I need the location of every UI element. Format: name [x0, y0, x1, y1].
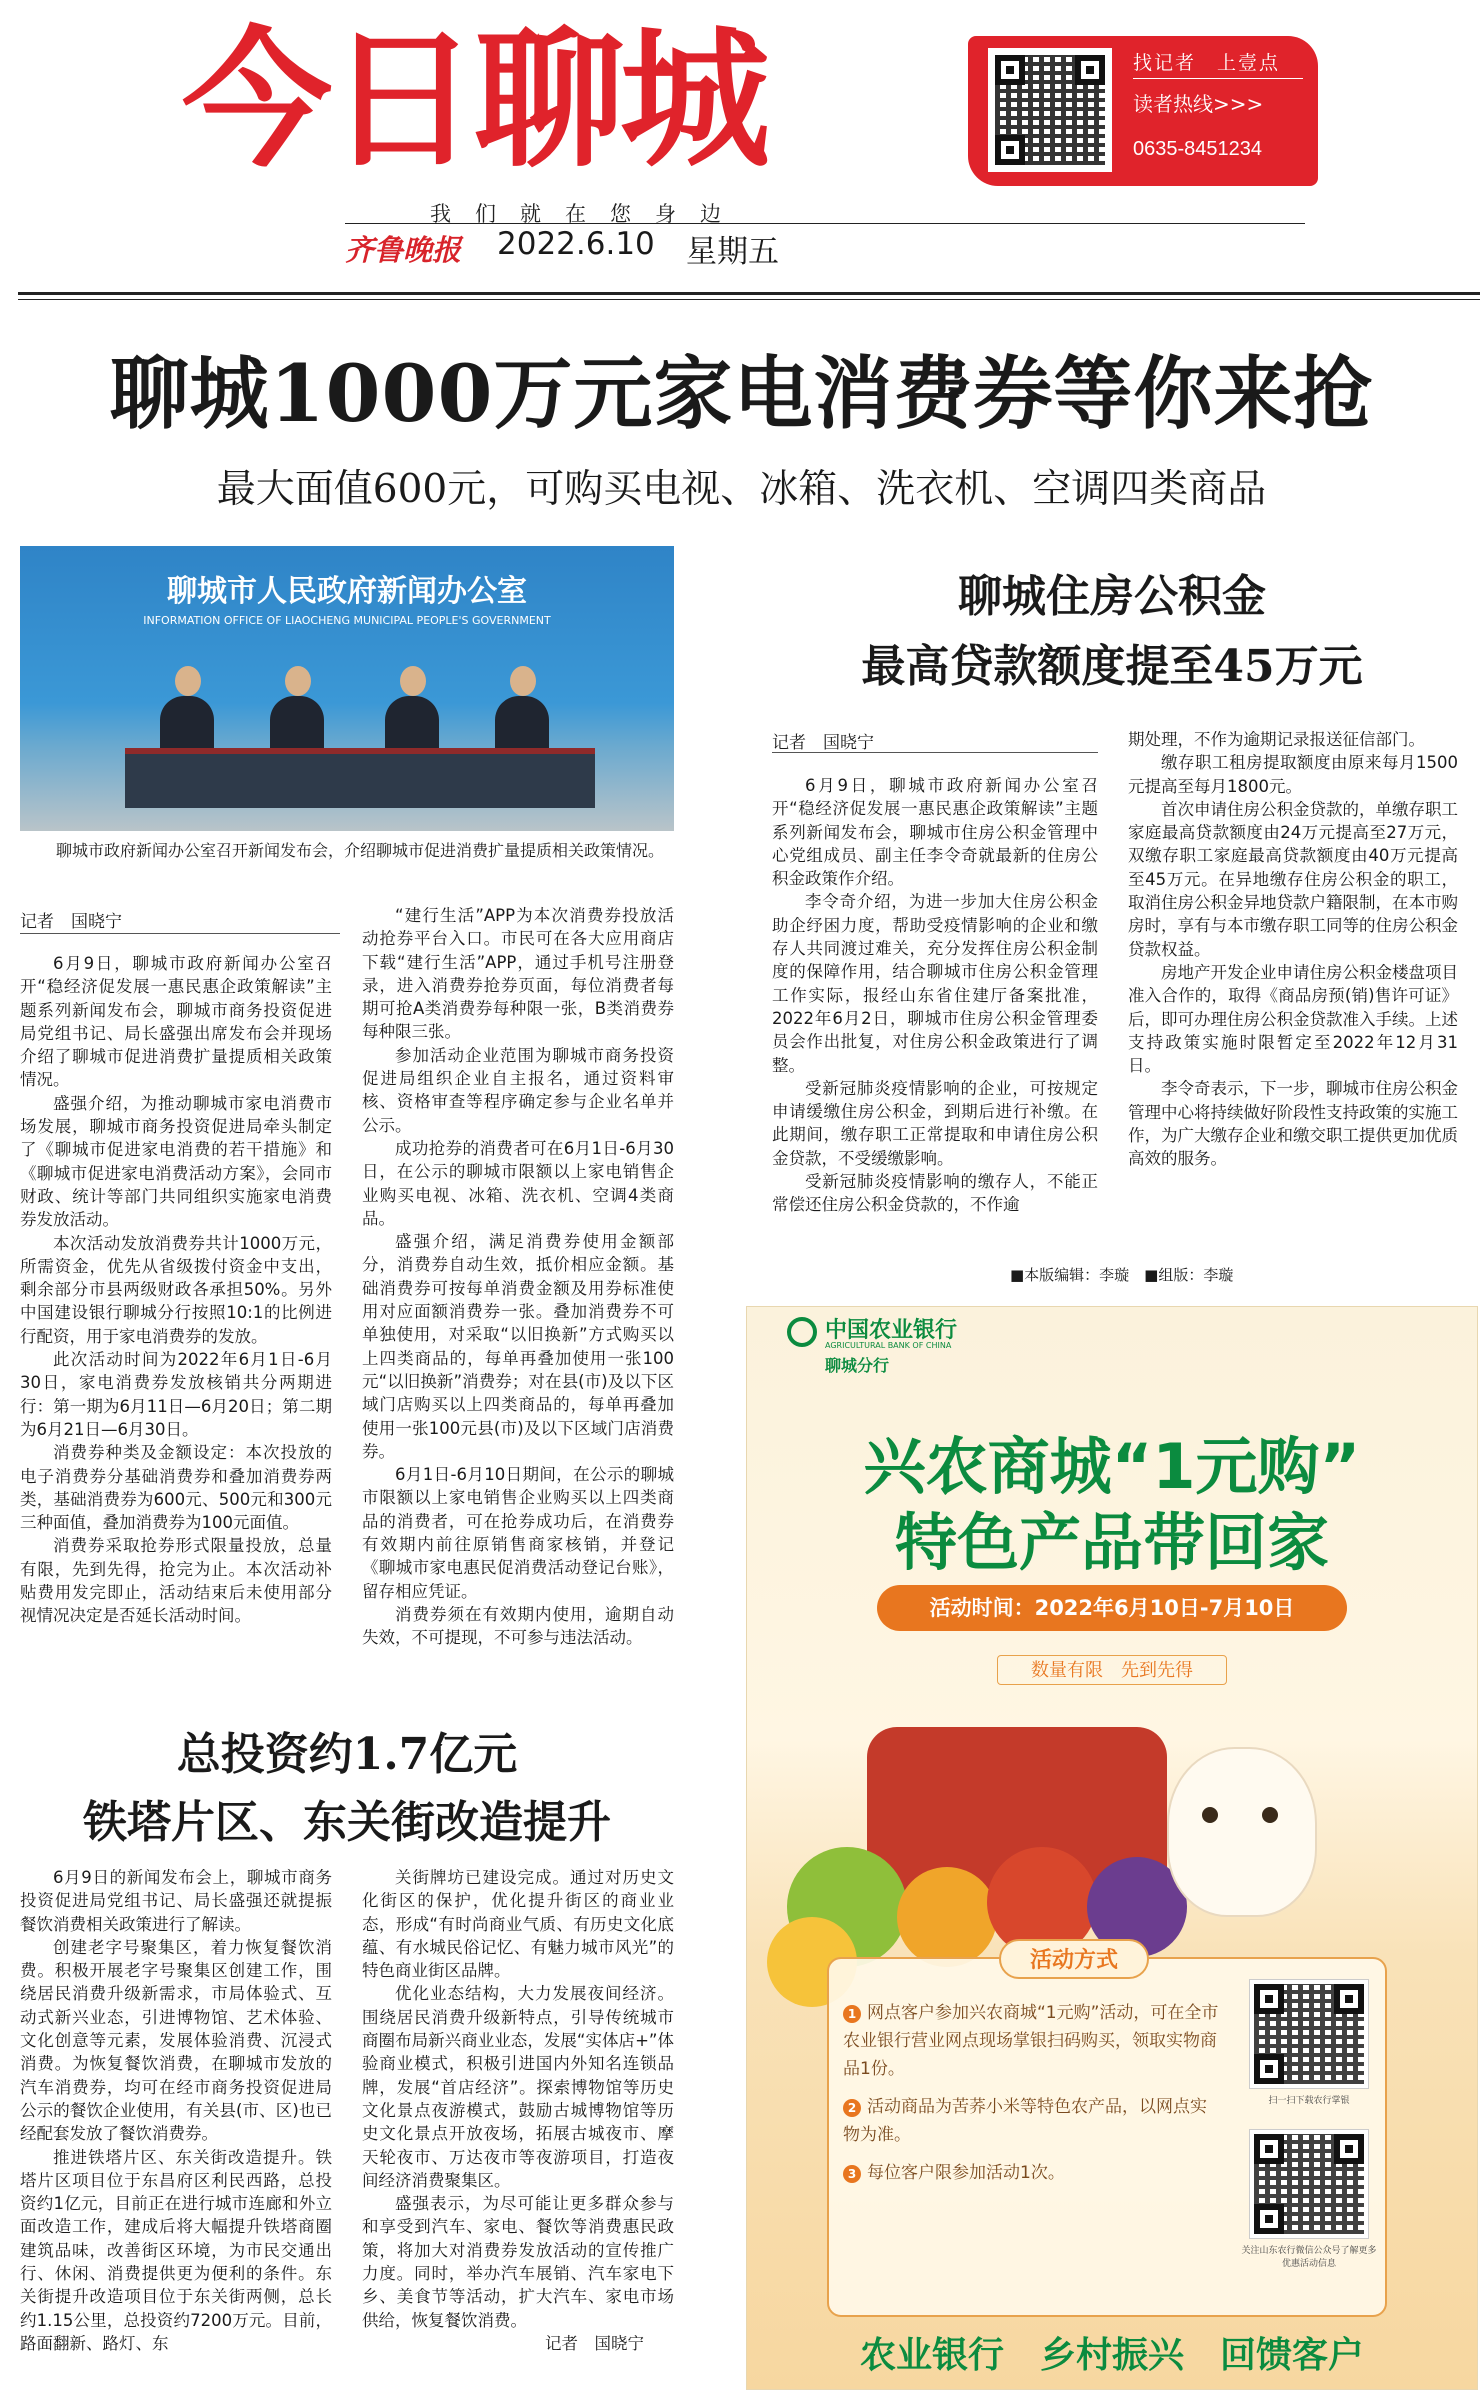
paragraph: 参加活动企业范围为聊城市商务投资促进局组织企业自主报名，通过资料审核、资格审查等程序确定参与企业名单并公示。 — [362, 1045, 674, 1135]
paragraph: 本次活动发放消费券共计1000万元，所需资金，优先从省级拨付资金中支出，剩余部分市县两级财政各承担50%。另外中国建设银行聊城分行按照10:1的比例进行配资，用于家电消费券的发放。 — [20, 1233, 332, 1346]
paragraph: 推进铁塔片区、东关街改造提升。铁塔片区项目位于东昌府区利民西路，总投资约1亿元，目前正在进行城市连廊和外立面改造工作，建成后将大幅提升铁塔商圈建筑品味，改善街区环境，为市民交通出行、休闲、消费提供更为便利的条件。东关街提升改造项目位于东关街两侧，总长约1.15公里，总投资约7200万元。目前，路面翻新、路灯、东 — [20, 2147, 332, 2353]
hotline-number[interactable]: 0635-8451234 — [1133, 138, 1263, 160]
masthead-rule — [345, 223, 1305, 224]
paragraph: 6月9日，聊城市政府新闻办公室召开“稳经济促发展一惠民惠企政策解读”主题系列新闻发布会，聊城市住房公积金管理中心党组成员、副主任李令奇就最新的住房公积金政策作介绍。 — [772, 776, 1098, 889]
paragraph: “建行生活”APP为本次消费券投放活动抢券平台入口。市民可在各大应用商店下载“建行生活”APP，通过手机号注册登录，进入消费券抢券页面，每位消费者每期可抢A类消费券每种限一张，B类消费券每种限三张。 — [362, 906, 674, 1042]
method-item-2: 2 活动商品为苦荞小米等特色农产品，以网点实物为准。 — [843, 2097, 1207, 2145]
method-item-1: 1 网点客户参加兴农商城“1元购”活动，可在全市农业银行营业网点现场掌银扫码购买，领取实物商品1份。 — [843, 2003, 1219, 2079]
abc-logo-icon — [787, 1317, 817, 1347]
fund-title-2: 最高贷款额度提至45万元 — [861, 641, 1363, 692]
paragraph: 房地产开发企业申请住房公积金楼盘项目准入合作的，取得《商品房预(销)售许可证》后，即可办理住房公积金贷款准入手续。上述支持政策实施时限暂定至2022年12月31日。 — [1128, 962, 1458, 1076]
paragraph: 期处理，不作为逾期记录报送征信部门。 — [1128, 730, 1425, 749]
method-item-3: 3 每位客户限参加活动1次。 — [843, 2159, 1223, 2187]
limited-quantity: 数量有限 先到先得 — [997, 1655, 1227, 1685]
lead-column-2 — [362, 904, 674, 1650]
bank-name: 中国农业银行 — [825, 1318, 958, 1343]
bank-name-en: AGRICULTURAL BANK OF CHINA — [825, 1341, 952, 1350]
method-list — [843, 1999, 1223, 2187]
paragraph: 盛强介绍，为推动聊城市家电消费市场发展，聊城市商务投资促进局牵头制定了《聊城市促进家电消费的若干措施》和《聊城市促进家电消费活动方案》，会同市财政、统计等部门共同组织实施家电消费券发放活动。 — [20, 1093, 332, 1230]
fund-column-1 — [772, 774, 1098, 1217]
paragraph: 6月9日，聊城市政府新闻办公室召开“稳经济促发展一惠民惠企政策解读”主题系列新闻发布会，聊城市商务投资促进局党组书记、局长盛强出席发布会并现场介绍了聊城市促进消费扩量提质相关政策情况。 — [20, 954, 332, 1090]
photo-banner-en: INFORMATION OFFICE OF LIAOCHENG MUNICIPAL PEOPLE'S GOVERNMENT — [143, 614, 551, 627]
hotline-top: 找记者 上壹点 — [1133, 52, 1281, 74]
fund-title-1: 聊城住房公积金 — [958, 571, 1266, 622]
qr-app-caption: 扫一扫下载农行掌银 — [1268, 2096, 1350, 2106]
paragraph: 盛强表示，为尽可能让更多群众参与和享受到汽车、家电、餐饮等消费惠民政策，将加大对消费券发放活动的宣传推广力度。同时，举办汽车展销、汽车家电下乡、美食节等活动，扩大汽车、家电市场供给，恢复餐饮消费。 — [362, 2194, 674, 2330]
conference-table — [125, 748, 595, 808]
abc-advertisement[interactable] — [746, 1306, 1478, 2390]
paragraph: 消费券须在有效期内使用，逾期自动失效，不可提现，不可参与违法活动。 — [362, 1604, 674, 1648]
issue-date: 2022.6.10 — [497, 226, 655, 262]
paragraph: 消费券种类及金额设定：本次投放的电子消费券分基础消费券和叠加消费券两类，基础消费券为600元、500元和300元三种面值，叠加消费券为100元面值。 — [20, 1443, 332, 1533]
paragraph: 李令奇表示，下一步，聊城市住房公积金管理中心将持续做好阶段性支持政策的实施工作，为广大缴存企业和缴交职工提供更加优质高效的服务。 — [1128, 1079, 1458, 1169]
activity-period: 活动时间：2022年6月10日-7月10日 — [877, 1585, 1347, 1631]
activity-method-box — [827, 1948, 1387, 2317]
paragraph: 受新冠肺炎疫情影响的缴存人，不能正常偿还住房公积金贷款的，不作逾 — [772, 1172, 1098, 1215]
paragraph: 缴存职工租房提取额度由原来每月1500元提高至每月1800元。 — [1128, 753, 1458, 796]
paragraph: 关街牌坊已建设完成。通过对历史文化街区的保护，优化提升街区的商业业态，形成“有时尚商业气质、有历史文化底蕴、有水城民俗记忆、有魅力城市风光”的特色商业街区品牌。 — [362, 1868, 674, 1981]
mascot-illustration — [1167, 1747, 1317, 1917]
hotline-label: 读者热线>>> — [1133, 92, 1264, 116]
paper-brand: 齐鲁晚报 — [345, 233, 462, 267]
ad-title-1: 兴农商城“1元购” — [863, 1430, 1361, 1503]
renovation-column-1 — [20, 1866, 332, 2355]
renovation-byline: 记者 国晓宁 — [545, 2333, 644, 2353]
lead-byline: 记者 国晓宁 — [20, 912, 122, 932]
lead-subhead: 最大面值600元，可购买电视、冰箱、洗衣机、空调四类商品 — [216, 467, 1267, 512]
photo-caption: 聊城市政府新闻办公室召开新闻发布会，介绍聊城市促进消费扩量提质相关政策情况。 — [56, 841, 665, 860]
paragraph: 盛强介绍，满足消费券使用金额部分，消费券自动生效，抵价相应金额。基础消费券可按每单消费金额及用券标准使用对应面额消费券一张。叠加消费券不可单独使用，对采取“以旧换新”方式购买以上四类商品的，每单再叠加使用一张100元“以旧换新”消费券；对在县(市)及以下区域门店购买以上四类商品的，每单再叠加使用一张100元县(市)及以下区域门店消费券。 — [362, 1232, 674, 1461]
branch-name: 聊城分行 — [825, 1356, 890, 1375]
paragraph: 成功抢券的消费者可在6月1日-6月30日，在公示的聊城市限额以上家电销售企业购买电视、冰箱、洗衣机、空调4类商品。 — [362, 1138, 674, 1228]
lead-column-1 — [20, 952, 332, 1628]
photo-banner-cn: 聊城市人民政府新闻办公室 — [167, 574, 527, 609]
paragraph: 6月9日的新闻发布会上，聊城市商务投资促进局党组书记、局长盛强还就提振餐饮消费相关政策进行了解读。 — [20, 1868, 332, 1934]
fund-byline: 记者 国晓宁 — [772, 733, 874, 753]
renovation-column-2 — [362, 1866, 674, 2355]
masthead-qr-code[interactable] — [988, 48, 1112, 172]
qr-code-app[interactable] — [1249, 1979, 1369, 2089]
paragraph: 6月1日-6月10日期间，在公示的聊城市限额以上家电销售企业购买以上四类商品的消费者，可在抢券成功后，在消费券有效期内前往原销售商家核销，并登记《聊城市家电惠民促消费活动登记台账》，留存相应凭证。 — [362, 1465, 674, 1601]
renovation-title-1: 总投资约1.7亿元 — [176, 1729, 518, 1780]
paragraph: 消费券采取抢券形式限量投放，总量有限，先到先得，抢完为止。本次活动补贴费用发完即止，活动结束后未使用部分视情况决定是否延长活动时间。 — [20, 1536, 332, 1626]
paragraph: 首次申请住房公积金贷款的，单缴存职工家庭最高贷款额度由24万元提高至27万元，双缴存职工家庭最高贷款额度由40万元提高至45万元。在异地缴存住房公积金的职工，取消住房公积金异地贷款户籍限制，在本市购房时，享有与本市缴存职工同等的住房公积金贷款权益。 — [1128, 799, 1458, 959]
header-rule — [18, 292, 1480, 295]
paragraph: 此次活动时间为2022年6月1日-6月30日，家电消费券发放核销共分两期进行：第一期为6月11日—6月20日；第二期为6月21日—6月30日。 — [20, 1350, 332, 1439]
masthead-slogan: 我们就在您身边 — [430, 202, 745, 226]
renovation-title-2: 铁塔片区、东关街改造提升 — [83, 1797, 611, 1848]
masthead-title: 今日聊城 — [182, 14, 767, 188]
paragraph: 李令奇介绍，为进一步加大住房公积金助企纾困力度，帮助受疫情影响的企业和缴存人共同渡过难关，充分发挥住房公积金制度的保障作用，结合聊城市住房公积金管理工作实际，报经山东省住建厅备案批准，2022年6月2日，聊城市住房公积金管理委员会作出批复，对住房公积金政策进行了调整。 — [772, 892, 1098, 1075]
paragraph: 优化业态结构，大力发展夜间经济。围绕居民消费升级新特点，引导传统城市商圈布局新兴商业业态，发展“实体店+”体验商业模式，积极引进国内外知名连锁品牌，发展“首店经济”。探索博物馆等历史文化景点夜游模式，鼓励古城博物馆等历史文化景点开放夜场，拓展古城夜市、摩天轮夜市、万达夜市等夜游项目，打造夜间经济消费聚集区。 — [362, 1984, 674, 2190]
press-conference-photo — [20, 546, 674, 831]
method-title: 活动方式 — [999, 1939, 1149, 1979]
paragraph: 受新冠肺炎疫情影响的企业，可按规定申请缓缴住房公积金，到期后进行补缴。在此期间，缴存职工正常提取和申请住房公积金贷款，不受缓缴影响。 — [772, 1078, 1098, 1168]
fruit-illustration — [897, 1867, 997, 1967]
fund-column-2 — [1128, 728, 1458, 1171]
qr-wechat-caption: 关注山东农行微信公众号了解更多优惠活动信息 — [1241, 2246, 1377, 2269]
issue-weekday: 星期五 — [686, 234, 779, 270]
ad-slogan: 农业银行 乡村振兴 回馈客户 — [859, 2335, 1364, 2376]
qr-code-wechat[interactable] — [1249, 2129, 1369, 2239]
lead-headline: 聊城1000万元家电消费券等你来抢 — [109, 347, 1374, 440]
paragraph: 创建老字号聚集区，着力恢复餐饮消费。积极开展老字号聚集区创建工作，围绕居民消费升级新需求，市局体验式、互动式新兴业态，引进博物馆、艺术体验、文化创意等元素，发展体验消费、沉浸式消费。为恢复餐饮消费，在聊城市发放的汽车消费券，均可在经市商务投资促进局公示的餐饮企业使用，有关县(市、区)也已经配套发放了餐饮消费券。 — [20, 1937, 332, 2144]
ad-title-2: 特色产品带回家 — [894, 1506, 1329, 1579]
editor-note: ■本版编辑：李璇 ■组版：李璇 — [1010, 1266, 1234, 1284]
